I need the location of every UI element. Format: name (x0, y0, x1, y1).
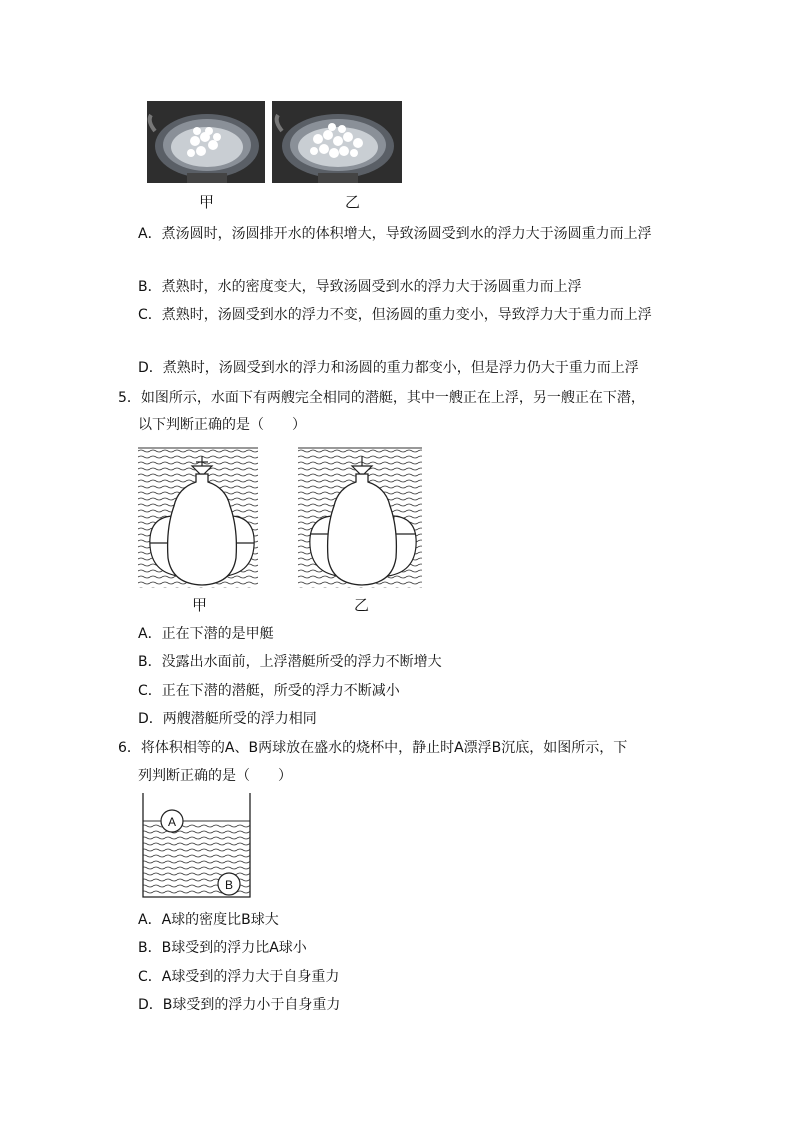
q5-stem-line1: 5．如图所示，水面下有两艘完全相同的潜艇，其中一艘正在上浮，另一艘正在下潜， (118, 390, 645, 406)
q5-caption-yi: 乙 (354, 596, 370, 614)
q6-option-d: D．B球受到的浮力小于自身重力 (138, 997, 341, 1013)
q6-option-b: B．B球受到的浮力比A球小 (138, 940, 307, 956)
submarine-diagram-jia (138, 448, 258, 593)
q5-option-d: D．两艘潜艇所受的浮力相同 (138, 711, 317, 727)
photo-pot-yi (272, 101, 402, 183)
ball-b-label: B (224, 878, 234, 892)
q4-option-d: D．煮熟时，汤圆受到水的浮力和汤圆的重力都变小，但是浮力仍大于重力而上浮 (138, 360, 639, 376)
q5-option-b: B．没露出水面前，上浮潜艇所受的浮力不断增大 (138, 654, 442, 670)
q4-caption-yi: 乙 (345, 193, 361, 211)
photo-pot-jia (147, 101, 265, 183)
q5-caption-jia: 甲 (192, 596, 208, 614)
q6-option-c: C．A球受到的浮力大于自身重力 (138, 969, 340, 985)
q5-option-a: A．正在下潜的是甲艇 (138, 626, 274, 642)
submarine-diagram-yi (298, 448, 422, 593)
beaker-diagram (141, 793, 253, 899)
q4-caption-jia: 甲 (199, 193, 215, 211)
q4-option-a: A．煮汤圆时，汤圆排开水的体积增大，导致汤圆受到水的浮力大于汤圆重力而上浮 (138, 226, 652, 242)
q6-option-a: A．A球的密度比B球大 (138, 912, 279, 928)
q6-stem-line2: 列判断正确的是（ ） (138, 768, 292, 784)
q4-option-c: C．煮熟时，汤圆受到水的浮力不变，但汤圆的重力变小，导致浮力大于重力而上浮 (138, 307, 652, 323)
q6-stem-line1: 6．将体积相等的A、B两球放在盛水的烧杯中，静止时A漂浮B沉底，如图所示，下 (118, 740, 628, 756)
q4-option-b: B．煮熟时，水的密度变大，导致汤圆受到水的浮力大于汤圆重力而上浮 (138, 279, 582, 295)
q5-stem-line2: 以下判断正确的是（ ） (138, 417, 306, 433)
q5-option-c: C．正在下潜的潜艇，所受的浮力不断减小 (138, 683, 400, 699)
ball-a-label: A (167, 815, 177, 829)
